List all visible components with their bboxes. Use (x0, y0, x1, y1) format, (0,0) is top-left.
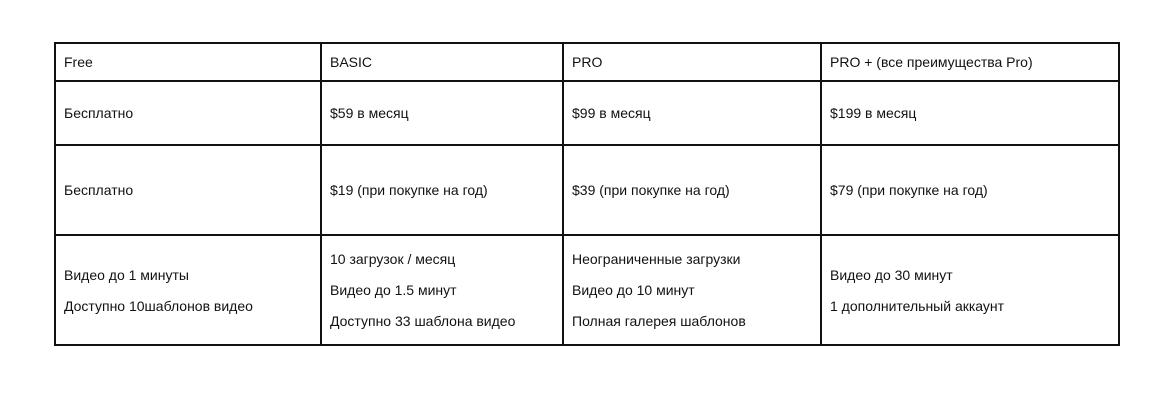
monthly-price-pro: $99 в месяц (563, 81, 821, 145)
feature-item: Видео до 10 минут (572, 282, 695, 298)
plan-name-basic: BASIC (321, 43, 563, 81)
feature-item: Видео до 30 минут (830, 266, 953, 283)
features-basic (321, 235, 563, 345)
features-pro (563, 235, 821, 345)
plan-name-row (55, 43, 1119, 81)
feature-item: Полная галерея шаблонов (572, 313, 746, 329)
yearly-price-pro-plus: $79 (при покупке на год) (821, 145, 1119, 235)
feature-item: Доступно 10шаблонов видео (64, 297, 253, 314)
monthly-price-basic: $59 в месяц (321, 81, 563, 145)
plan-name-pro: PRO (563, 43, 821, 81)
yearly-price-free: Бесплатно (55, 145, 321, 235)
features-free (55, 235, 321, 345)
features-pro-plus (821, 235, 1119, 345)
feature-item: Доступно 33 шаблона видео (330, 313, 516, 329)
monthly-price-pro-plus: $199 в месяц (821, 81, 1119, 145)
yearly-price-pro: $39 (при покупке на год) (563, 145, 821, 235)
plan-name-free: Free (55, 43, 321, 81)
plan-name-pro-plus: PRO + (все преимущества Pro) (821, 43, 1119, 81)
feature-item: Неограниченные загрузки (572, 251, 741, 267)
feature-item: 10 загрузок / месяц (330, 251, 456, 267)
features-row (55, 235, 1119, 345)
yearly-price-basic: $19 (при покупке на год) (321, 145, 563, 235)
monthly-price-row (55, 81, 1119, 145)
pricing-table (54, 42, 1120, 346)
monthly-price-free: Бесплатно (55, 81, 321, 145)
feature-item: Видео до 1.5 минут (330, 282, 457, 298)
yearly-price-row (55, 145, 1119, 235)
feature-item: 1 дополнительный аккаунт (830, 297, 1005, 314)
feature-item: Видео до 1 минуты (64, 266, 189, 283)
